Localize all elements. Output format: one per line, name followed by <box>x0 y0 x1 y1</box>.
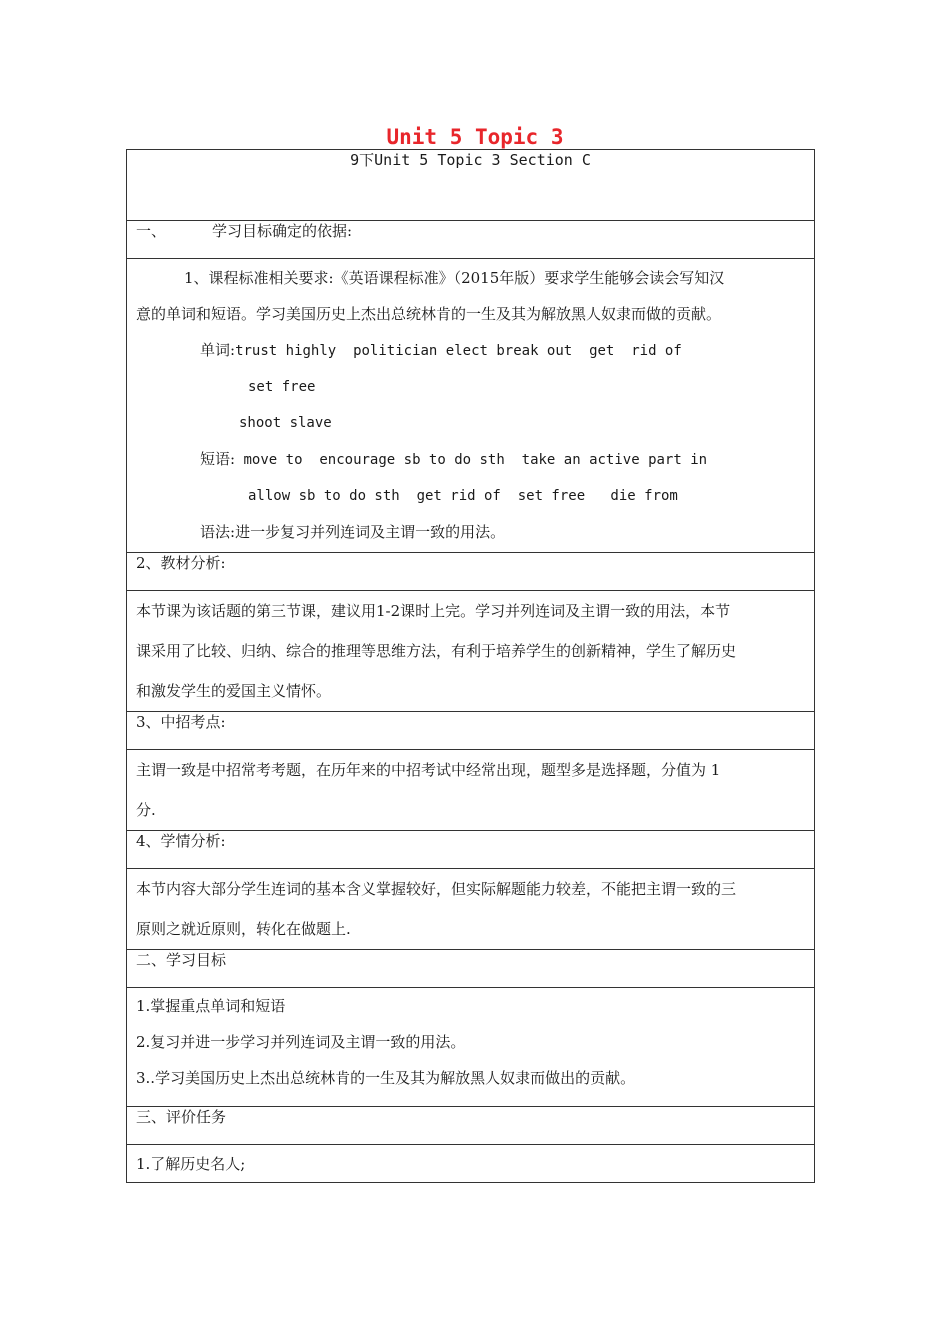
textbook-line-1: 本节课为该话题的第三节课，建议用1-2课时上完。学习并列连词及主谓一致的用法，本节 <box>136 602 731 620</box>
evaluation-heading-row <box>127 1107 815 1145</box>
list-item: 2.复习并进一步学习并列连词及主谓一致的用法。 <box>136 1033 466 1051</box>
exam-body-row <box>127 750 815 831</box>
textbook-body-row <box>127 591 815 712</box>
textbook-line-3: 和激发学生的爱国主义情怀。 <box>136 682 332 700</box>
students-body <box>127 869 815 950</box>
textbook-heading: 2、教材分析: <box>127 553 815 591</box>
phrases-line <box>136 441 805 478</box>
lesson-plan-table <box>126 149 815 1183</box>
phrases-list: move to encourage sb to do sth take an active part in <box>235 452 708 468</box>
evaluation-heading: 三、评价任务 <box>127 1107 815 1145</box>
objectives-heading: 二、学习目标 <box>127 950 815 988</box>
words-list-cont-1: set free <box>248 379 316 395</box>
students-heading: 4、学情分析: <box>127 831 815 869</box>
grammar-line <box>136 514 805 550</box>
students-line-1: 本节内容大部分学生连词的基本含义掌握较好，但实际解题能力较差，不能把主谓一致的三 <box>136 880 737 898</box>
words-label: 单词: <box>200 341 236 359</box>
evaluation-body <box>127 1145 815 1183</box>
document-title: Unit 5 Topic 3 <box>386 125 564 149</box>
list-item: 1.了解历史名人; <box>136 1155 246 1173</box>
grammar-label: 语法: <box>200 523 236 541</box>
students-line-2: 原则之就近原则，转化在做题上. <box>136 920 351 938</box>
objectives-body-row <box>127 988 815 1107</box>
exam-heading: 3、中招考点: <box>127 712 815 750</box>
students-body-row <box>127 869 815 950</box>
exam-heading-row <box>127 712 815 750</box>
section-subtitle: 9下Unit 5 Topic 3 Section C <box>127 150 815 221</box>
section-heading-text: 学习目标确定的依据: <box>212 222 353 240</box>
subtitle-row <box>127 150 815 221</box>
students-heading-row <box>127 831 815 869</box>
phrases-list-cont: allow sb to do sth get rid of set free die from <box>248 488 678 504</box>
textbook-body <box>127 591 815 712</box>
list-item: 1.掌握重点单词和短语 <box>136 997 286 1015</box>
words-line <box>136 332 805 369</box>
phrases-label: 短语: <box>200 450 236 468</box>
words-list-cont-2: shoot slave <box>239 415 332 431</box>
objectives-heading-row <box>127 950 815 988</box>
objectives-body <box>127 988 815 1107</box>
evaluation-body-row <box>127 1145 815 1183</box>
curriculum-row <box>127 259 815 553</box>
section-basis-heading <box>127 221 815 259</box>
curriculum-paragraph-line-2: 意的单词和短语。学习美国历史上杰出总统林肯的一生及其为解放黑人奴隶而做的贡献。 <box>136 305 722 323</box>
section-number: 一、 <box>136 222 167 240</box>
curriculum-cell <box>127 259 815 553</box>
grammar-text: 进一步复习并列连词及主谓一致的用法。 <box>235 523 506 541</box>
list-item: 3..学习美国历史上杰出总统林肯的一生及其为解放黑人奴隶而做出的贡献。 <box>136 1069 636 1087</box>
textbook-heading-row <box>127 553 815 591</box>
textbook-line-2: 课采用了比较、归纳、综合的推理等思维方法，有利于培养学生的创新精神，学生了解历史 <box>136 642 737 660</box>
exam-body <box>127 750 815 831</box>
words-list: trust highly politician elect break out get rid of <box>235 343 682 359</box>
exam-line-2: 分. <box>136 801 156 819</box>
section-basis-row <box>127 221 815 259</box>
exam-line-1: 主谓一致是中招常考考题，在历年来的中招考试中经常出现，题型多是选择题，分值为 1 <box>136 761 721 779</box>
curriculum-paragraph-line-1: 1、课程标准相关要求:《英语课程标准》（2015年版）要求学生能够会读会写知汉 <box>184 269 725 287</box>
